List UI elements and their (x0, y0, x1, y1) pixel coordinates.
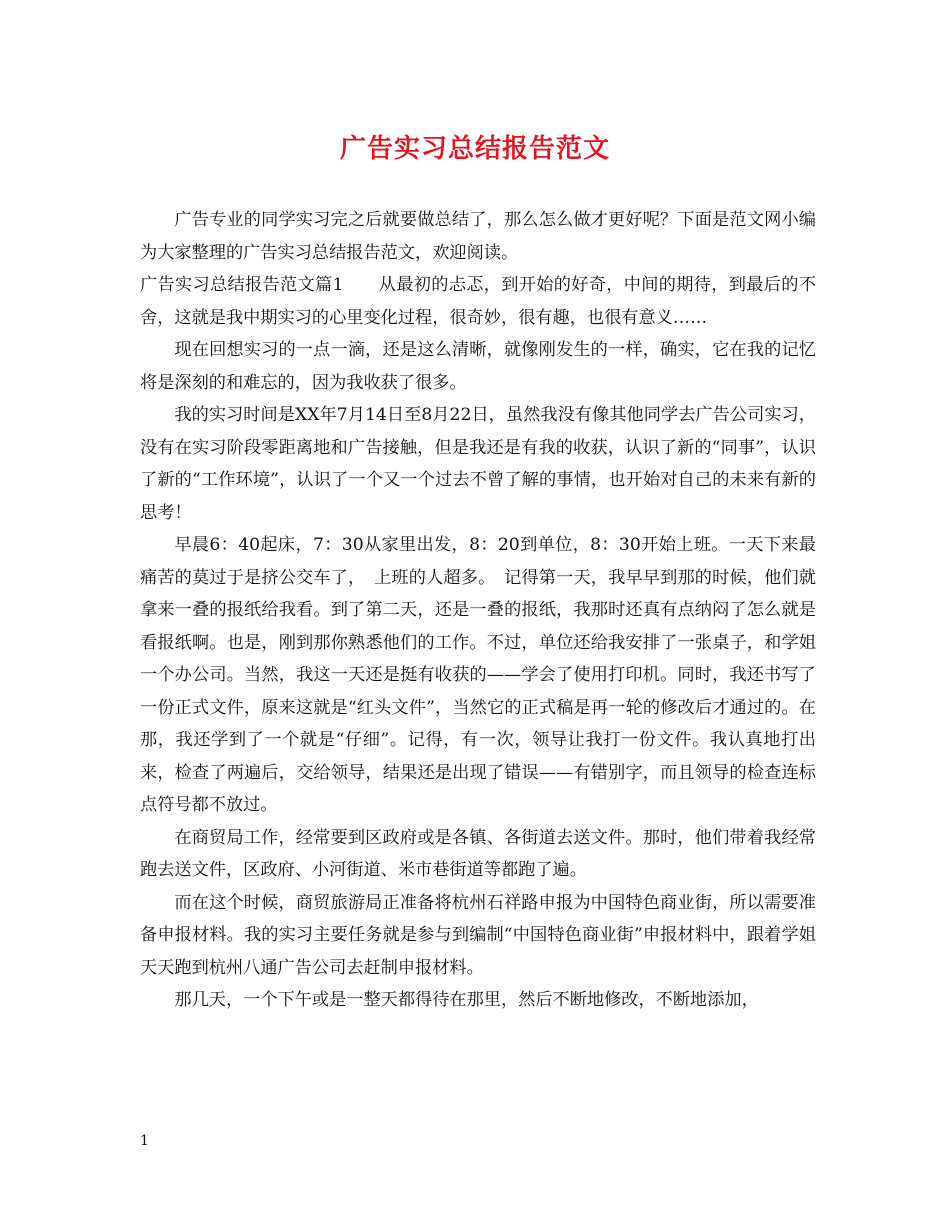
paragraph-daily-routine: 早晨6：40起床，7：30从家里出发，8：20到单位，8：30开始上班。一天下来最痛苦的莫过于是挤公交车了， 上班的人超多。 记得第一天，我早早到那的时候，他们就拿来一叠的报纸给我看。到了第二天，还是一叠的报纸，我那时还真有点纳闷了怎么就是看报纸啊。也是，刚到那你熟悉他们的工作。不过，单位还给我安排了一张桌子，和学姐一个办公司。当然，我这一天还是挺有收获的——学会了使用打印机。同时，我还书写了一份正式文件，原来这就是“红头文件”，当然它的正式稿是再一轮的修改后才通过的。在那，我还学到了一个就是“仔细”。记得，有一次，领导让我打一份文件。我认真地打出来，检查了两遍后，交给领导，结果还是出现了错误——有错别字，而且领导的检查连标点符号都不放过。 (140, 535, 816, 815)
document-body (140, 204, 816, 1017)
paragraph-memory: 现在回想实习的一点一滴，还是这么清晰，就像刚发生的一样，确实，它在我的记忆将是深刻的和难忘的，因为我收获了很多。 (140, 340, 816, 393)
paragraph-delivering-documents: 在商贸局工作，经常要到区政府或是各镇、各街道去送文件。那时，他们带着我经常跑去送文件，区政府、小河街道、米市巷街道等都跑了遍。 (140, 827, 816, 880)
paragraph-article-1-start: 广告实习总结报告范文篇1 从最初的忐忑，到开始的好奇，中间的期待，到最后的不舍，这就是我中期实习的心里变化过程，很奇妙，很有趣，也很有意义…… (140, 275, 816, 328)
paragraph-revisions: 那几天，一个下午或是一整天都得待在那里，然后不断地修改，不断地添加， (174, 990, 759, 1010)
paragraph-intro: 广告专业的同学实习完之后就要做总结了，那么怎么做才更好呢？下面是范文网小编为大家整理的广告实习总结报告范文，欢迎阅读。 (140, 210, 816, 263)
page-title: 广告实习总结报告范文 (339, 134, 610, 164)
paragraph-application-materials: 而在这个时候，商贸旅游局正准备将杭州石祥路申报为中国特色商业街，所以需要准备申报材料。我的实习主要任务就是参与到编制“中国特色商业街”申报材料中，跟着学姐天天跑到杭州八通广告公司去赶制申报材料。 (140, 892, 816, 978)
paragraph-internship-period: 我的实习时间是XX年7月14日至8月22日，虽然我没有像其他同学去广告公司实习，没有在实习阶段零距离地和广告接触，但是我还是有我的收获，认识了新的“同事”，认识了新的“工作环境”，认识了一个又一个过去不曾了解的事情，也开始对自己的未来有新的思考！ (140, 405, 816, 523)
page-number: 1 (140, 1133, 149, 1149)
